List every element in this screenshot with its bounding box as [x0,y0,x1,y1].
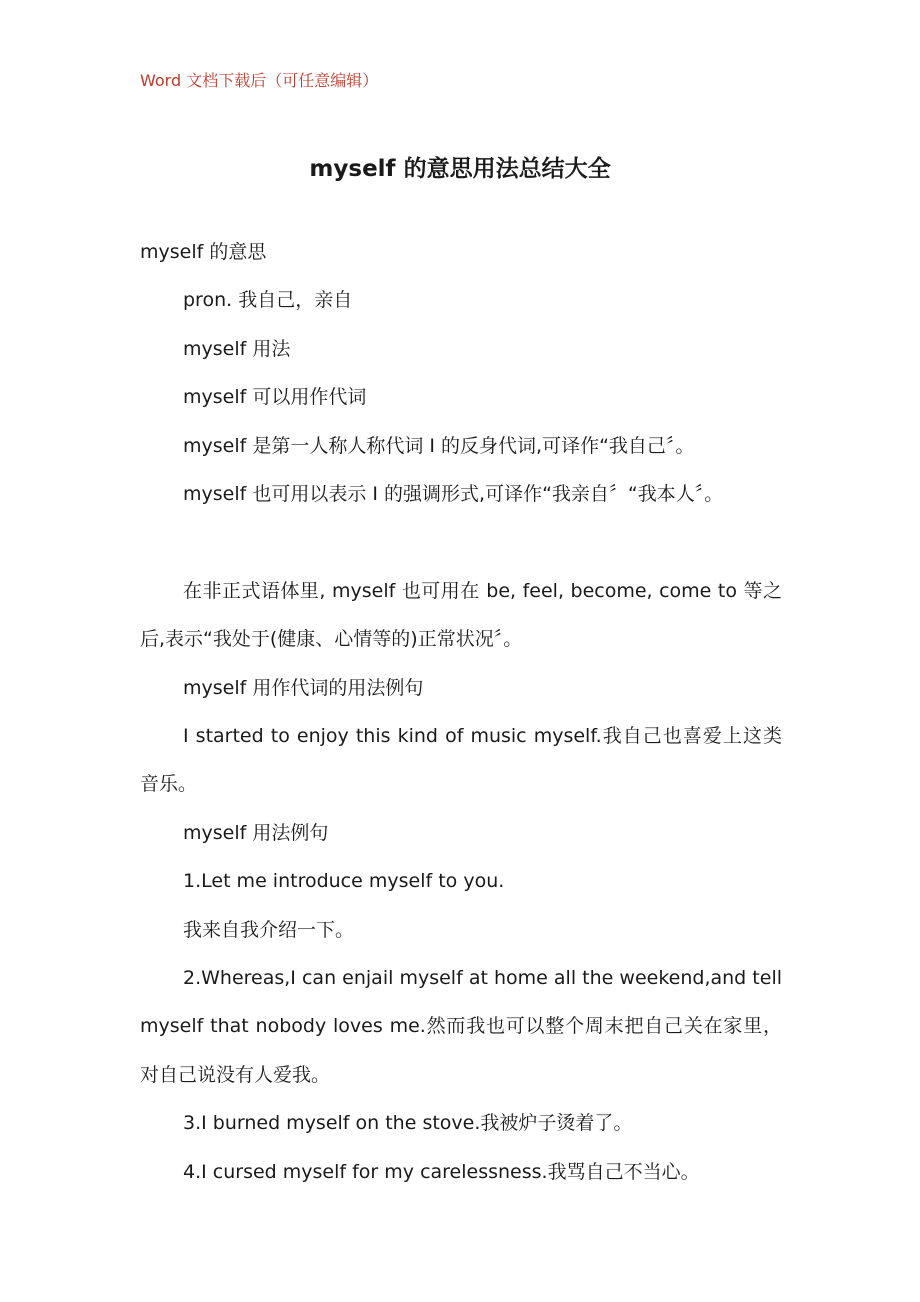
examples-heading: myself 用法例句 [183,821,329,844]
example-music-paragraph: I started to enjoy this kind of music myself.我自己也喜爱上这类音乐。 [140,725,782,796]
section-heading-meaning: myself 的意思 [140,241,267,263]
reflexive-paragraph: myself 是第一人称人称代词 I 的反身代词,可译作“我自己〞。 [183,434,695,457]
document-title: myself 的意思用法总结大全 [309,156,611,182]
example-2-paragraph: 2.Whereas,I can enjail myself at home all the weekend,and tell myself that nobody loves me.然而我也可以整个周末把自己关在家里，对自己说没有人爱我。 [140,967,782,1086]
emphatic-paragraph: myself 也可用以表示 I 的强调形式,可译作“我亲自〞“我本人〞。 [183,483,724,506]
informal-usage-paragraph: 在非正式语体里, myself 也可用在 be, feel, become, come to 等之后,表示“我处于(健康、心情等的)正常状况〞。 [140,579,782,651]
example-1-english: 1.Let me introduce myself to you. [183,870,505,893]
definition-paragraph: pron. 我自己，亲自 [183,289,353,312]
document-body [140,228,782,1196]
example-4-paragraph: 4.I cursed myself for my carelessness.我骂自己不当心。 [183,1160,700,1183]
usage-heading: myself 用法 [183,337,291,360]
example-3-paragraph: 3.I burned myself on the stove.我被炉子烫着了。 [183,1112,633,1135]
blank-line [140,518,782,566]
download-header-note: Word 文档下载后（可任意编辑） [140,71,379,90]
pronoun-examples-heading: myself 用作代词的用法例句 [183,676,424,699]
pronoun-usage-paragraph: myself 可以用作代词 [183,386,367,409]
example-1-chinese: 我来自我介绍一下。 [183,918,355,941]
